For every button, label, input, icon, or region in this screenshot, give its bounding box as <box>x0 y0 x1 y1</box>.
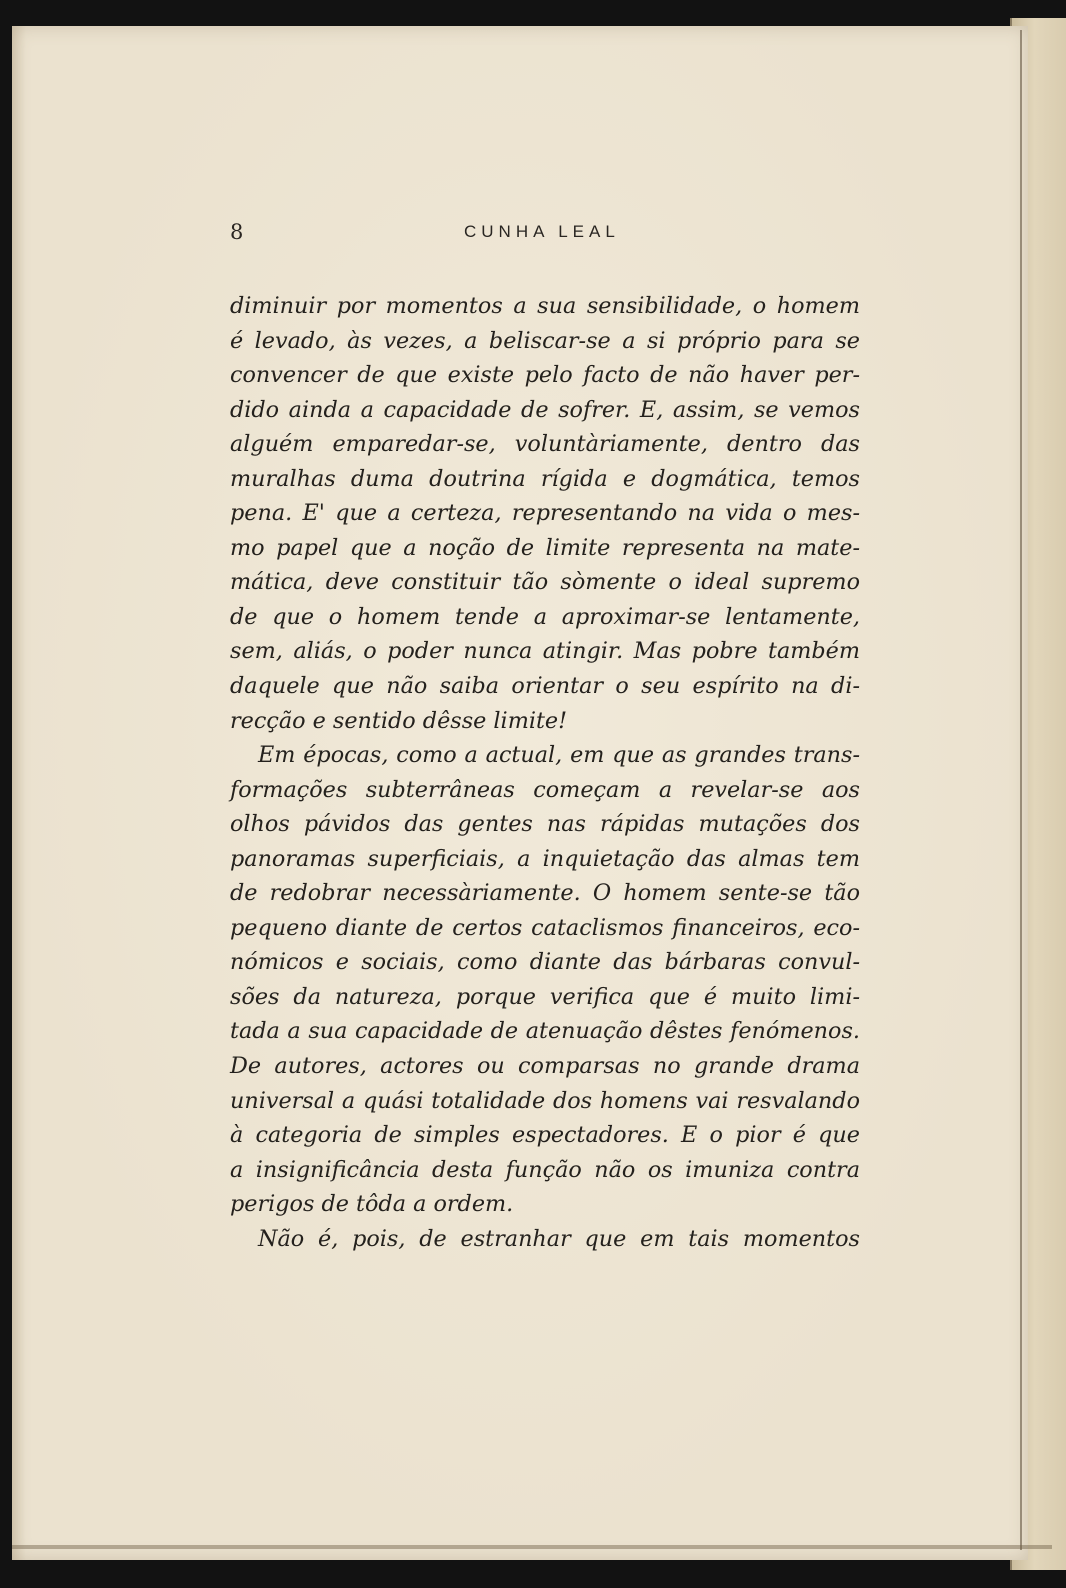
text-line: De autores, actores ou comparsas no grande drama <box>230 1053 860 1080</box>
text-line: pequeno diante de certos cataclismos financeiros, eco- <box>230 914 860 941</box>
text-line: diminuir por momentos a sua sensibilidade, o homem <box>230 293 860 319</box>
text-line: recção e sentido dêsse limite! <box>230 707 568 734</box>
running-head: CUNHA LEAL <box>464 222 620 241</box>
text-line: tada a sua capacidade de atenuação dêstes fenómenos. <box>230 1018 860 1045</box>
text-line: universal a quási totalidade dos homens vai resvalando <box>230 1087 860 1114</box>
text-line: formações subterrâneas começam a revelar-se aos <box>230 776 860 803</box>
page-edge-line <box>1020 30 1022 1550</box>
text-line: sões da natureza, porque verifica que é muito limi- <box>230 983 860 1010</box>
page-bottom-edge <box>12 1545 1052 1549</box>
text-line: perigos de tôda a ordem. <box>230 1191 514 1218</box>
text-line: dido ainda a capacidade de sofrer. E, assim, se vemos <box>230 396 860 423</box>
text-line: pena. E' que a certeza, representando na vida o mes- <box>230 500 860 527</box>
text-line: mo papel que a noção de limite representa na mate- <box>230 534 860 561</box>
text-line: daquele que não saiba orientar o seu espírito na di- <box>230 673 860 700</box>
body-text <box>230 289 860 1256</box>
text-line: panoramas superficiais, a inquietação das almas tem <box>230 845 860 872</box>
text-line: alguém emparedar-se, voluntàriamente, dentro das <box>230 431 860 458</box>
text-line: a insignificância desta função não os imuniza contra <box>230 1156 860 1183</box>
text-line: de que o homem tende a aproximar-se lentamente, <box>230 603 860 630</box>
text-line: muralhas duma doutrina rígida e dogmática, temos <box>230 465 860 492</box>
text-line: nómicos e sociais, como diante das bárbaras convul- <box>230 949 860 976</box>
text-line: Não é, pois, de estranhar que em tais momentos <box>258 1225 860 1252</box>
text-line: Em épocas, como a actual, em que as grandes trans- <box>258 742 860 769</box>
text-line: é levado, às vezes, a beliscar-se a si próprio para se <box>230 327 860 354</box>
text-line: mática, deve constituir tão sòmente o ideal supremo <box>230 569 860 596</box>
page-number: 8 <box>230 220 244 244</box>
page-header <box>230 216 860 248</box>
text-line: olhos pávidos das gentes nas rápidas mutações dos <box>230 811 860 838</box>
text-line: convencer de que existe pelo facto de não haver per- <box>230 362 860 389</box>
text-line: à categoria de simples espectadores. E o pior é que <box>230 1122 860 1149</box>
text-line: de redobrar necessàriamente. O homem sente-se tão <box>230 880 860 907</box>
text-line: sem, aliás, o poder nunca atingir. Mas pobre também <box>230 638 860 665</box>
